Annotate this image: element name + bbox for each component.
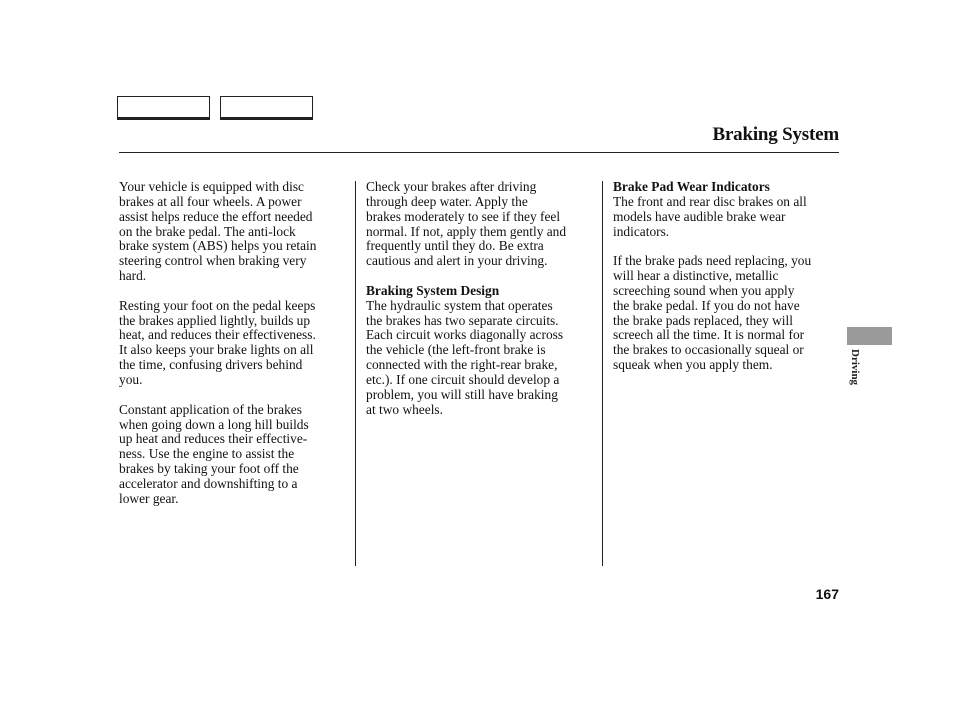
column-divider: [602, 181, 603, 566]
section-body: The hydraulic system that operates the brakes has two separate circuits. Each circuit works diagonally across the vehicle (the left-front brake is connected with the right-rear brake, etc.). If one circuit should develop a problem, you will still have braking at two wheels.: [366, 297, 564, 417]
section-braking-system-design: [366, 284, 598, 418]
section-tab-label: Driving: [849, 349, 861, 386]
nav-next-button[interactable]: [220, 96, 313, 120]
title-rule: [119, 152, 839, 153]
section-heading: Brake Pad Wear Indicators: [613, 179, 770, 194]
column-divider: [355, 181, 356, 566]
text-column-right: [613, 180, 845, 388]
text-column-middle: [366, 180, 598, 432]
section-tab-marker: [847, 327, 892, 345]
paragraph: Your vehicle is equipped with disc brakes at all four wheels. A power assist helps reduce the effort needed on the brake pedal. The anti-lock brake system (ABS) helps you retain steering control when braking very hard.: [119, 179, 317, 284]
page-number: 167: [815, 586, 839, 602]
text-column-left: [119, 180, 351, 521]
paragraph: If the brake pads need replacing, you will hear a distinctive, metallic screeching sound when you apply the brake pedal. If you do not have the brake pads replaced, they will screech all the time. It is normal for the brakes to occasionally squeal or squeak when you apply them.: [613, 253, 812, 373]
page-title: Braking System: [712, 124, 839, 145]
section-heading: Braking System Design: [366, 282, 500, 298]
paragraph: Resting your foot on the pedal keeps the brakes applied lightly, builds up heat, and reduces their effectiveness. It also keeps your brake lights on all the time, confusing drivers behind you.: [119, 297, 316, 387]
section-brake-pad-wear-indicators: [613, 180, 845, 239]
paragraph: Check your brakes after driving through deep water. Apply the brakes moderately to see if they feel normal. If not, apply them gently and frequently until they do. Be extra cautious and alert in your driving.: [366, 179, 567, 269]
nav-previous-button[interactable]: [117, 96, 210, 120]
section-body: The front and rear disc brakes on all models have audible brake wear indicators.: [613, 193, 807, 239]
paragraph: Constant application of the brakes when going down a long hill builds up heat and reduces their effective- ness. Use the engine to assist the brakes by taking your foot off the accelerator and downshifting to a lower gear.: [119, 401, 309, 506]
